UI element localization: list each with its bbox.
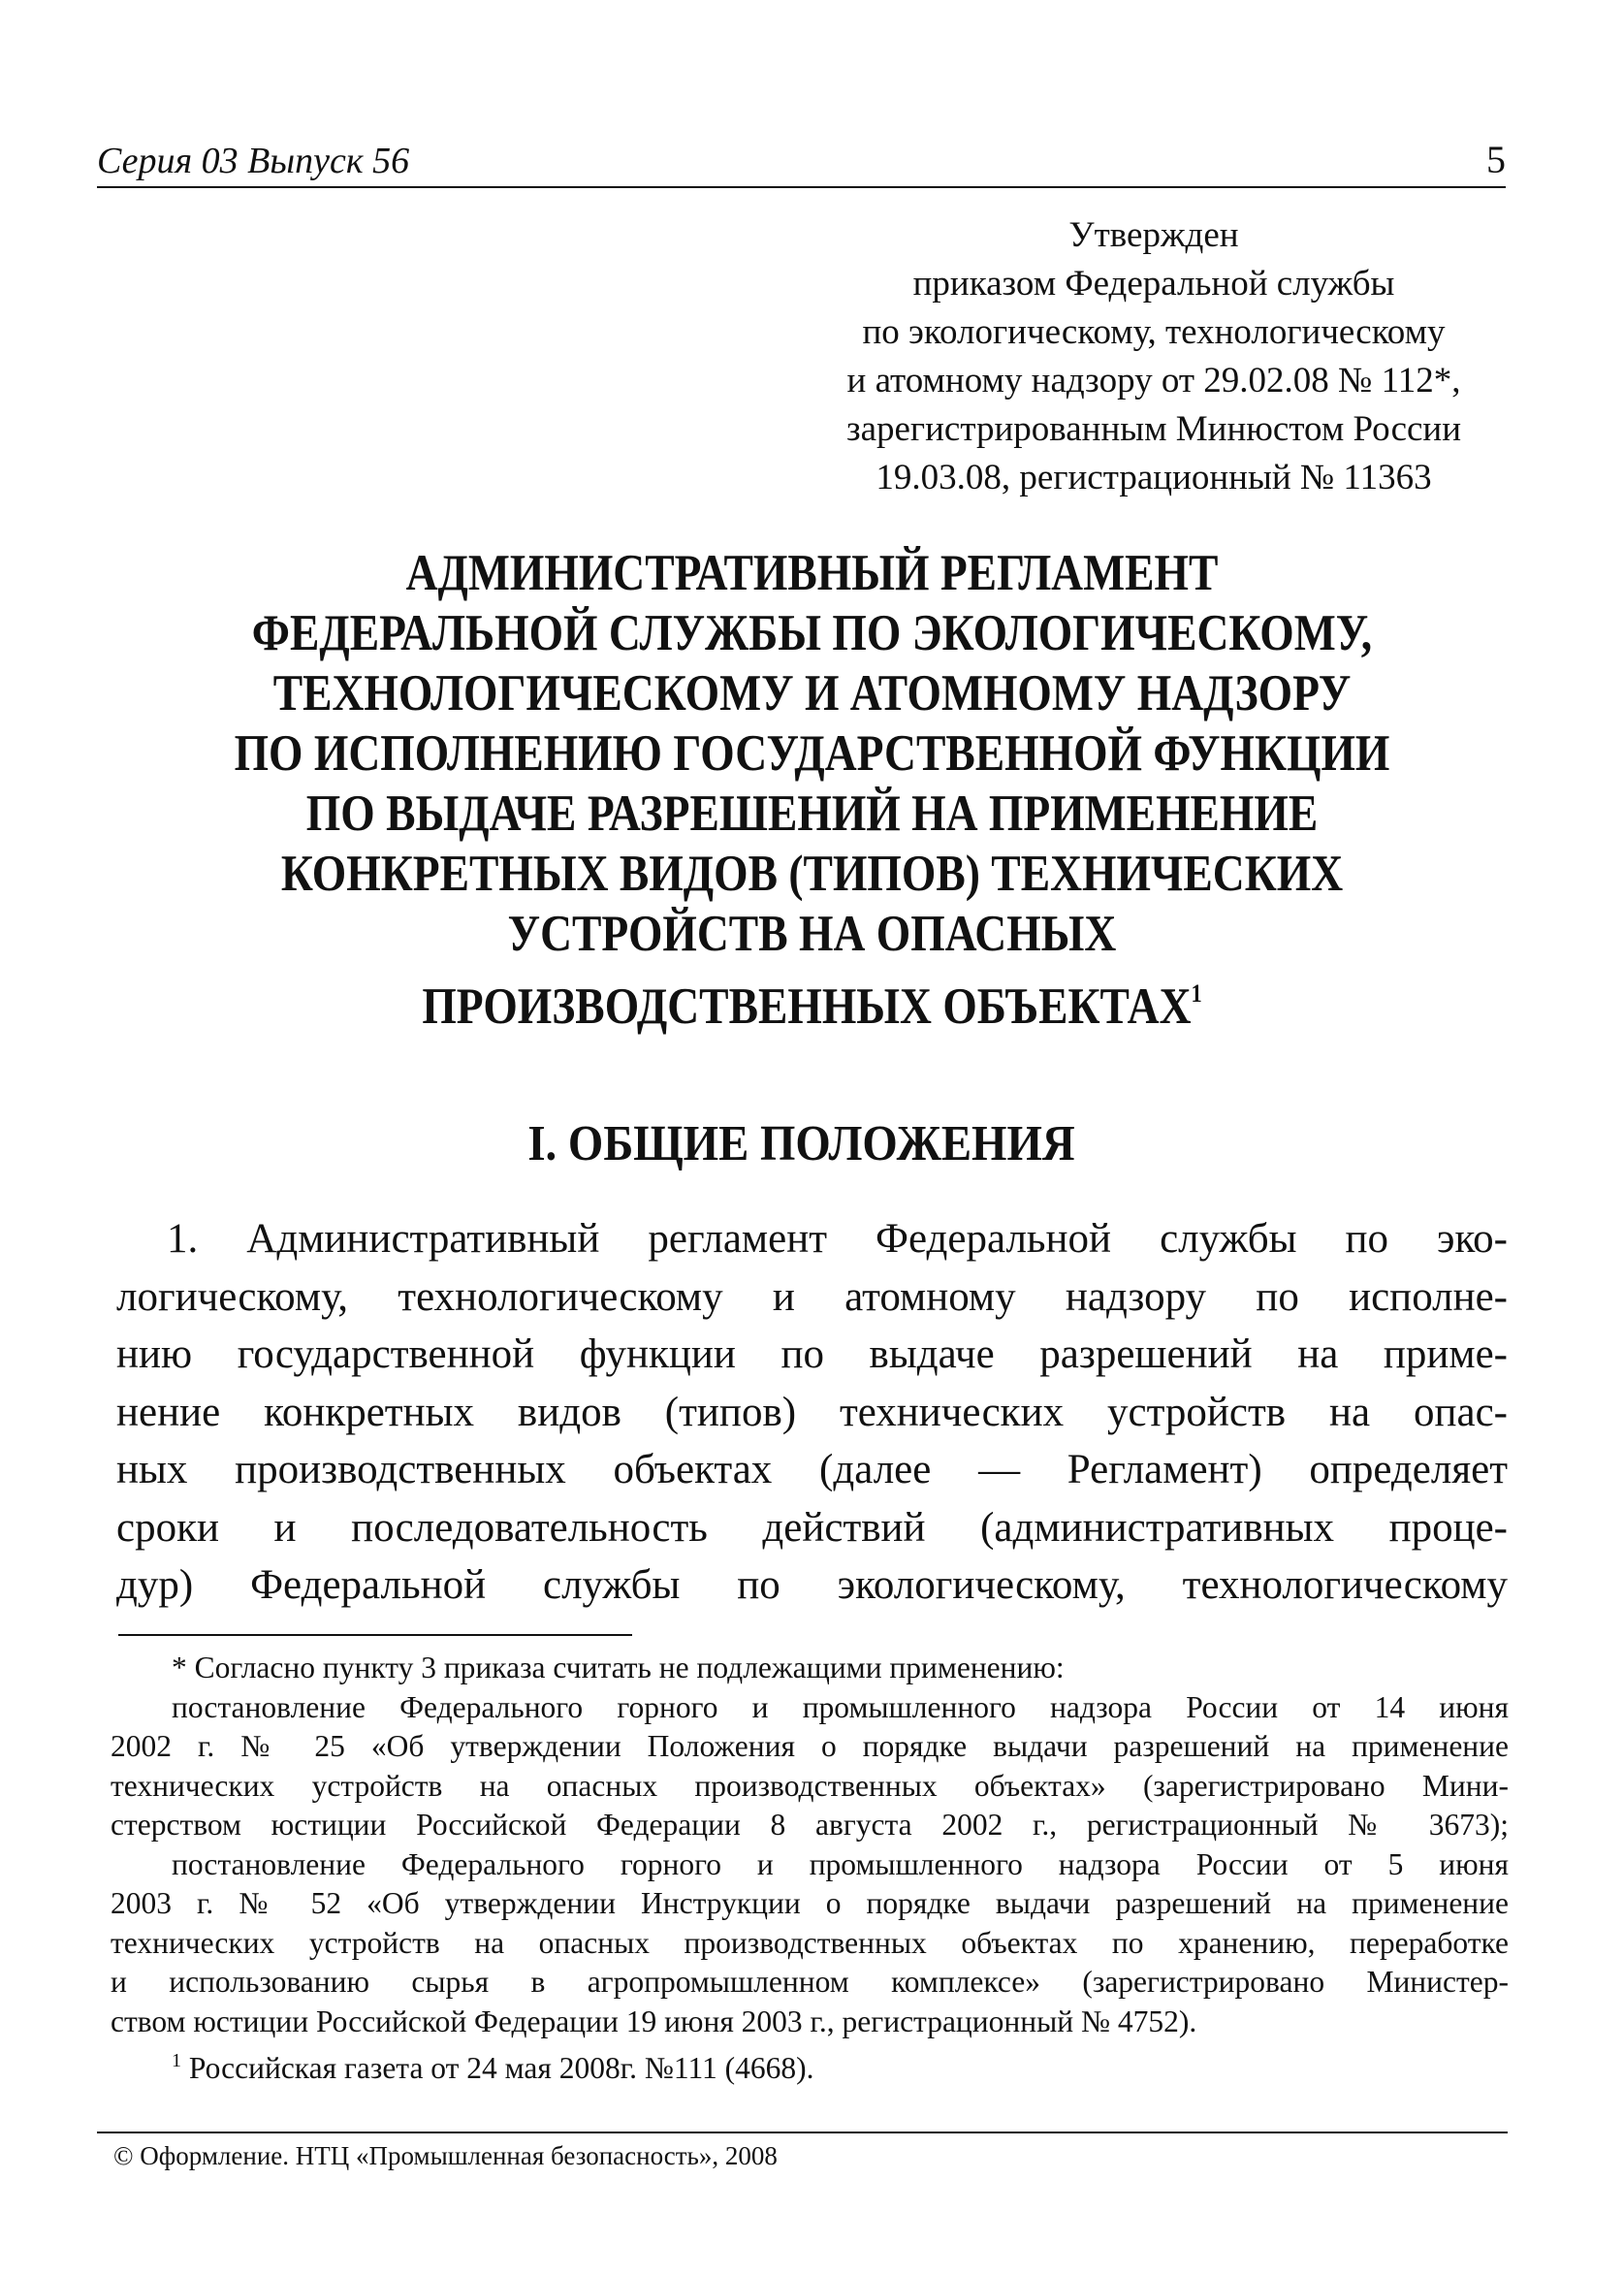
footnote-mark: 1: [172, 2050, 181, 2071]
approval-line: и атомному надзору от 29.02.08 № 112*,: [846, 361, 1461, 401]
document-title: [213, 543, 1410, 1037]
footnote-text: Российская газета от 24 мая 2008г. №111 (4668).: [188, 2051, 814, 2085]
title-line: ФЕДЕРАЛЬНОЙ СЛУЖБЫ ПО ЭКОЛОГИЧЕСКОМУ,: [251, 605, 1373, 661]
approval-line: 19.03.08, регистрационный № 11363: [876, 458, 1432, 497]
title-line: УСТРОЙСТВ НА ОПАСНЫХ: [507, 906, 1117, 962]
approval-line: по экологическому, технологическому: [862, 312, 1446, 352]
paragraph-1: [116, 1210, 1508, 1615]
approval-line: Утвержден: [1068, 215, 1239, 255]
running-header: [97, 136, 1506, 188]
footnote-line: ством юстиции Российской Федерации 19 июня 2003 г., регистрационный № 4752).: [111, 2004, 1197, 2038]
copyright-line: © Оформление. НТЦ «Промышленная безопасность», 2008: [113, 2141, 778, 2170]
paragraph-line: нение конкретных видов (типов) технических устройств на опас-: [116, 1389, 1508, 1435]
footnotes: [111, 1649, 1509, 2089]
title-line: ПО ВЫДАЧЕ РАЗРЕШЕНИЙ НА ПРИМЕНЕНИЕ: [305, 785, 1319, 842]
title-footnote-mark: 1: [1191, 979, 1202, 1008]
paragraph-line: сроки и последовательность действий (административных проце-: [116, 1504, 1508, 1551]
title-line: [213, 964, 1410, 1037]
paragraph-line: дур) Федеральной службы по экологическому, технологическому: [116, 1562, 1508, 1608]
section-heading: I. ОБЩИЕ ПОЛОЖЕНИЯ: [527, 1116, 1075, 1171]
paragraph-line: ных производственных объектах (далее — Регламент) определяет: [116, 1447, 1508, 1492]
footnote-line: 2003 г. № 52 «Об утверждении Инструкции о порядке выдачи разрешений на применение: [111, 1886, 1509, 1920]
footnote-line: и использованию сырья в агропромышленном комплексе» (зарегистрировано Министер-: [111, 1965, 1509, 1999]
paragraph-line: нию государственной функции по выдаче разрешений на приме-: [116, 1331, 1508, 1377]
footnote-line: стерством юстиции Российской Федерации 8 августа 2002 г., регистрационный № 3673);: [111, 1808, 1509, 1842]
bottom-divider: [97, 2132, 1508, 2133]
footnote-line: 2002 г. № 25 «Об утверждении Положения о порядке выдачи разрешений на применение: [111, 1729, 1509, 1763]
page-number: 5: [1486, 138, 1506, 181]
title-line: ТЕХНОЛОГИЧЕСКОМУ И АТОМНОМУ НАДЗОРУ: [272, 665, 1352, 721]
approval-block: [795, 211, 1513, 502]
approval-line: зарегистрированным Минюстом России: [845, 409, 1462, 449]
series-issue: Серия 03 Выпуск 56: [97, 141, 410, 181]
footnote-line: постановление Федерального горного и промышленного надзора России от 5 июня: [172, 1846, 1509, 1881]
approval-line: приказом Федеральной службы: [912, 264, 1395, 304]
footnote-note-1: [111, 2041, 1509, 2089]
paragraph-line: логическому, технологическому и атомному надзору по исполне-: [116, 1273, 1508, 1320]
footnote-line: постановление Федерального горного и промышленного надзора России от 14 июня: [172, 1689, 1509, 1724]
title-line: ПО ИСПОЛНЕНИЮ ГОСУДАРСТВЕННОЙ ФУНКЦИИ: [234, 725, 1390, 782]
title-line: КОНКРЕТНЫХ ВИДОВ (ТИПОВ) ТЕХНИЧЕСКИХ: [280, 846, 1344, 902]
footnote-line: технических устройств на опасных производственных объектах» (зарегистрировано Мини-: [111, 1768, 1509, 1803]
footnote-asterisk: * Согласно пункту 3 приказа считать не подлежащими применению:: [172, 1651, 1065, 1684]
footnote-divider: [118, 1634, 632, 1636]
title-line-text: ПРОИЗВОДСТВЕННЫХ ОБЪЕКТАХ: [422, 978, 1192, 1035]
footnote-line: технических устройств на опасных производственных объектах по хранению, переработке: [111, 1925, 1509, 1960]
title-line: АДМИНИСТРАТИВНЫЙ РЕГЛАМЕНТ: [405, 545, 1219, 601]
paragraph-line: 1. Административный регламент Федеральной службы по эко-: [167, 1216, 1508, 1262]
